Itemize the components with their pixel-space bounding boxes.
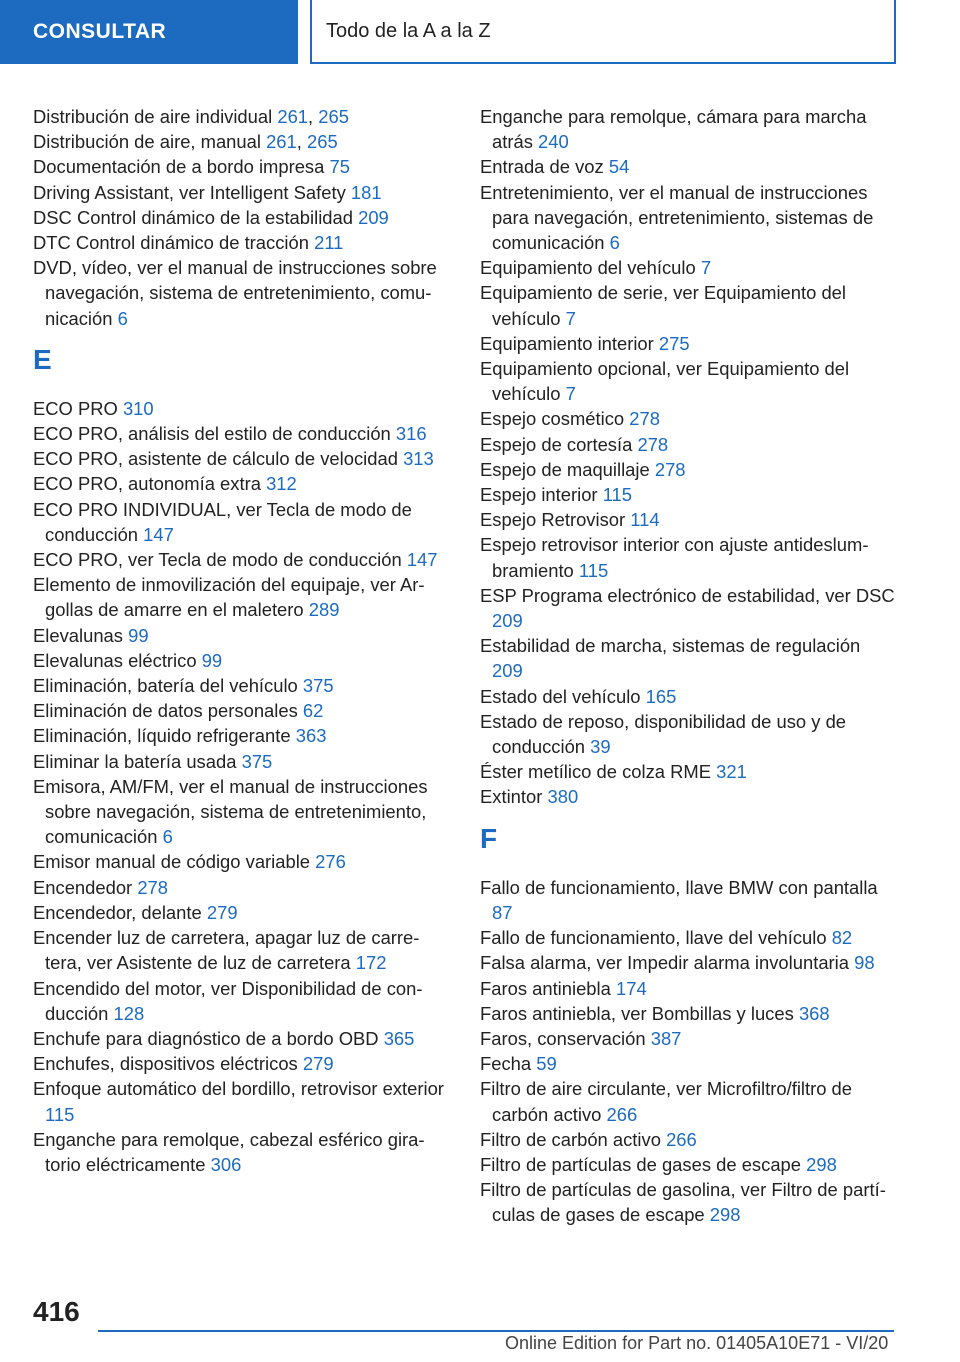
index-entry (33, 623, 449, 648)
index-entry (480, 482, 896, 507)
page-reference-link[interactable]: 75 (329, 156, 350, 178)
index-entry-text: Espejo cosmético (480, 408, 625, 430)
index-entry-text: Equipamiento del vehículo (480, 257, 696, 279)
index-entry-text: Distribución de aire individual (33, 106, 273, 127)
index-entry (33, 925, 449, 975)
page-reference-link[interactable]: 7 (565, 383, 576, 405)
page-reference-link[interactable]: 321 (716, 761, 747, 783)
page-reference-link[interactable]: 211 (314, 232, 344, 254)
index-entry-text: Filtro de partículas de gasolina, ver Filtro de partículas de gases de escape (480, 1179, 886, 1226)
index-entry (480, 1127, 896, 1152)
index-entry-text: Éster metílico de colza RME (480, 761, 711, 783)
index-entry (480, 532, 896, 582)
index-entry (480, 406, 896, 431)
page-reference-link[interactable]: 266 (606, 1103, 638, 1125)
index-entry (33, 698, 449, 723)
page-reference-link[interactable]: 209 (358, 206, 389, 228)
index-entry (480, 255, 896, 280)
page-reference-link[interactable]: 261 (266, 131, 297, 153)
page-reference-link[interactable]: 289 (308, 599, 340, 621)
page-reference-link[interactable]: 98 (854, 952, 875, 974)
index-entry-text: Entrada de voz (480, 156, 604, 178)
page-reference-link[interactable]: 209 (492, 610, 523, 632)
index-entry (33, 723, 449, 748)
index-entry (480, 925, 896, 950)
index-entry (480, 1177, 896, 1227)
page-reference-link[interactable]: 82 (831, 927, 853, 949)
index-entry-text: Distribución de aire, manual (33, 131, 261, 153)
index-entry-text: Falsa alarma, ver Impedir alarma involuntaria (480, 952, 849, 974)
index-entry (33, 547, 449, 572)
index-entry (33, 774, 449, 850)
index-entry (480, 507, 896, 532)
index-entry (480, 784, 896, 809)
index-entry-text: Estado del vehículo (480, 685, 641, 707)
index-entry-text: ECO PRO INDIVIDUAL, ver Tecla de modo de conducción (33, 498, 412, 545)
index-entry (480, 1001, 896, 1026)
page-reference-link[interactable]: 279 (302, 1053, 334, 1075)
index-entry (33, 1026, 449, 1051)
page-reference-link[interactable]: 363 (295, 725, 327, 747)
footer-divider (98, 1330, 894, 1332)
index-entry (480, 583, 896, 633)
page-reference-link[interactable]: 99 (201, 649, 223, 671)
index-entry (33, 205, 449, 230)
index-entry-text: Elevalunas (33, 624, 123, 646)
index-entry (480, 280, 896, 330)
page-reference-link[interactable]: 115 (602, 484, 633, 506)
page-reference-link[interactable]: 115 (45, 1103, 75, 1125)
index-entry-text: Equipamiento interior (480, 332, 654, 354)
index-entry-text: DSC Control dinámico de la estabilidad (33, 206, 353, 228)
index-entry-text: Filtro de aire circulante, ver Microfiltro/filtro de carbón activo (480, 1078, 853, 1125)
index-entry-text: Fallo de funcionamiento, llave BMW con pantalla (480, 876, 878, 898)
index-entry (33, 875, 449, 900)
index-entry-text: Estabilidad de marcha, sistemas de regulación (480, 635, 861, 657)
index-entry (480, 1051, 896, 1076)
page-reference-link[interactable]: 128 (113, 1002, 145, 1024)
page-reference-link[interactable]: 59 (536, 1053, 557, 1075)
index-entry (33, 471, 449, 496)
index-entry (33, 749, 449, 774)
page-reference-link[interactable]: 7 (565, 307, 576, 329)
index-entry-text: Encendedor, delante (33, 901, 202, 923)
index-entry-text: ECO PRO (33, 397, 118, 419)
index-column-left (33, 104, 449, 1177)
index-entry (480, 457, 896, 482)
index-entry (33, 154, 449, 179)
page-reference-link[interactable]: 313 (403, 448, 434, 470)
index-entry (480, 709, 896, 759)
index-entry (33, 976, 449, 1026)
page-reference-link[interactable]: 275 (658, 332, 690, 354)
index-entry (480, 633, 896, 683)
index-entry-text: Espejo retrovisor interior con ajuste antideslumbramiento (480, 534, 869, 581)
index-entry-text: ECO PRO, asistente de cálculo de velocidad (33, 448, 398, 470)
page-reference-link[interactable]: 181 (350, 181, 382, 203)
page-reference-link[interactable]: 240 (538, 131, 569, 153)
page-reference-link[interactable]: 306 (210, 1153, 242, 1175)
page-reference-link[interactable]: 165 (645, 685, 677, 707)
page-reference-link[interactable]: 365 (383, 1027, 415, 1049)
page-reference-link[interactable]: 278 (137, 876, 168, 898)
index-entry (480, 875, 896, 925)
page-reference-link[interactable]: 387 (650, 1027, 682, 1049)
index-column-right (480, 104, 896, 1228)
page-reference-link[interactable]: 261 (277, 106, 309, 127)
index-entry-text: Entretenimiento, ver el manual de instrucciones para navegación, entretenimiento, sistemas de comunicación (480, 181, 874, 254)
page-reference-link[interactable]: 310 (122, 397, 154, 419)
page-reference-link[interactable]: 298 (709, 1204, 741, 1226)
index-entry (480, 759, 896, 784)
index-entry-text: Enganche para remolque, cabezal esférico giratorio eléctricamente (33, 1128, 425, 1175)
page-reference-link[interactable]: 39 (590, 736, 611, 758)
index-entry (480, 180, 896, 256)
index-entry-text: ECO PRO, autonomía extra (33, 473, 261, 495)
index-entry (480, 154, 896, 179)
page-reference-link[interactable]: 209 (492, 660, 523, 682)
page-reference-link[interactable]: 115 (578, 559, 609, 581)
page-reference-link[interactable]: 87 (492, 901, 513, 923)
index-entry-text: Faros, conservación (480, 1027, 646, 1049)
page-reference-link[interactable]: 312 (266, 473, 297, 495)
index-entry-text: Enchufe para diagnóstico de a bordo OBD (33, 1027, 379, 1049)
page-reference-link[interactable]: 6 (609, 232, 620, 254)
index-entry (33, 673, 449, 698)
page-reference-link[interactable]: 266 (666, 1128, 697, 1150)
index-entry-text: Faros antiniebla, ver Bombillas y luces (480, 1002, 794, 1024)
chapter-title: Todo de la A a la Z (310, 0, 896, 64)
index-entry-text: Extintor (480, 786, 543, 808)
index-entry-text: Enganche para remolque, cámara para marcha atrás (480, 106, 867, 153)
index-entry-text: Elemento de inmovilización del equipaje, ver Argollas de amarre en el maletero (33, 574, 425, 621)
index-entry-text: Enfoque automático del bordillo, retrovisor exterior (33, 1078, 444, 1100)
page-number: 416 (33, 1296, 80, 1327)
index-entry-text: ESP Programa electrónico de estabilidad, ver DSC (480, 584, 895, 606)
index-entry (33, 572, 449, 622)
index-entry-text: ECO PRO, análisis del estilo de conducción (33, 423, 391, 445)
page-reference-link[interactable]: 7 (700, 257, 712, 279)
page-reference-link[interactable]: 279 (206, 901, 238, 923)
page-reference-link[interactable]: 368 (798, 1002, 830, 1024)
index-entry-text: ECO PRO, ver Tecla de modo de conducción (33, 549, 402, 571)
page-reference-link[interactable]: 276 (315, 851, 346, 873)
page-reference-link[interactable]: 62 (302, 700, 324, 722)
page-reference-link[interactable]: 375 (241, 750, 273, 772)
page-reference-link[interactable]: 54 (608, 156, 630, 178)
index-entry-text: Emisora, AM/FM, ver el manual de instrucciones sobre navegación, sistema de entretenimiento, comunicación (33, 775, 428, 848)
index-letter-heading: E (33, 343, 52, 375)
index-entry-text: Faros antiniebla (480, 977, 611, 999)
page-reference-link[interactable]: 114 (630, 509, 660, 531)
page-reference-link[interactable]: 375 (302, 675, 334, 697)
index-entry-text: Filtro de carbón activo (480, 1128, 661, 1150)
page-reference-link[interactable]: 265 (307, 131, 338, 153)
index-entry (33, 1051, 449, 1076)
index-entry (480, 104, 896, 154)
index-entry (33, 255, 449, 331)
index-entry (33, 180, 449, 205)
page-header (0, 0, 960, 66)
page-reference-link[interactable]: 278 (654, 458, 686, 480)
page-reference-link[interactable]: 99 (128, 624, 149, 646)
page-reference-link[interactable]: 298 (806, 1153, 837, 1175)
index-entry-text: Encendedor (33, 876, 133, 898)
index-entry-text: Emisor manual de código variable (33, 851, 311, 873)
index-entry-text: Equipamiento opcional, ver Equipamiento del vehículo (480, 358, 850, 405)
index-entry (33, 1127, 449, 1177)
index-entry (480, 1152, 896, 1177)
index-entry-text: Espejo Retrovisor (480, 509, 626, 531)
page-reference-link[interactable]: 380 (547, 786, 579, 808)
index-entry-text: Fecha (480, 1053, 532, 1075)
page-reference-link[interactable]: 6 (162, 826, 173, 848)
index-entry (480, 976, 896, 1001)
index-letter-heading: F (480, 822, 498, 854)
index-entry-text: Espejo interior (480, 484, 598, 506)
index-entry-text: Eliminación, líquido refrigerante (33, 725, 291, 747)
page-reference-link[interactable]: 265 (318, 106, 349, 127)
index-entry-text: Estado de reposo, disponibilidad de uso y de conducción (480, 710, 847, 758)
index-entry (33, 648, 449, 673)
index-entry (33, 230, 449, 255)
index-entry-text: DTC Control dinámico de tracción (33, 232, 309, 254)
page-reference-link[interactable]: 174 (615, 977, 647, 999)
index-entry-text: DVD, vídeo, ver el manual de instrucciones sobre navegación, sistema de entretenimiento, comunicación (33, 257, 437, 329)
index-entry (480, 684, 896, 709)
index-entry (33, 396, 449, 421)
page-reference-link[interactable]: 278 (629, 408, 660, 430)
index-entry (480, 1026, 896, 1051)
index-entry-text: Filtro de partículas de gases de escape (480, 1153, 802, 1175)
index-entry-text: Espejo de maquillaje (480, 458, 650, 480)
page-reference-link[interactable]: 278 (637, 433, 669, 455)
index-entry (480, 1076, 896, 1126)
page-reference-link[interactable]: 6 (117, 307, 128, 329)
index-entry-text: Fallo de funcionamiento, llave del vehículo (480, 927, 827, 949)
index-entry (480, 356, 896, 406)
page-reference-link[interactable]: 172 (355, 952, 387, 974)
index-entry-text: Elevalunas eléctrico (33, 649, 197, 671)
index-entry: Distribución de aire individual 261, 265 (33, 106, 349, 127)
page-reference-link[interactable]: 147 (143, 523, 174, 545)
index-entry-text: Eliminación de datos personales (33, 700, 298, 722)
index-entry (33, 497, 449, 547)
index-entry (33, 900, 449, 925)
index-entry-text: Enchufes, dispositivos eléctricos (33, 1053, 298, 1075)
index-entry (33, 1076, 449, 1126)
index-entry-text: Driving Assistant, ver Intelligent Safety (33, 181, 346, 203)
index-entry (480, 950, 896, 975)
section-tab: CONSULTAR (0, 0, 298, 64)
edition-note: Online Edition for Part no. 01405A10E71 - VI/20 (505, 1333, 889, 1353)
index-entry (33, 849, 449, 874)
index-entry-text: Documentación de a bordo impresa (33, 156, 325, 178)
index-entry (33, 421, 449, 446)
index-entry: Distribución de aire, manual 261, 265 (33, 131, 338, 153)
page-reference-link[interactable]: 147 (406, 549, 438, 571)
index-entry-text: Encender luz de carretera, apagar luz de carretera, ver Asistente de luz de carretera (33, 927, 420, 974)
index-entry (480, 331, 896, 356)
index-entry-text: Encendido del motor, ver Disponibilidad de conducción (33, 977, 423, 1024)
page-reference-link[interactable]: 316 (395, 423, 427, 445)
index-entry-text: Espejo de cortesía (480, 433, 633, 455)
index-entry (480, 432, 896, 457)
index-entry-text: Eliminar la batería usada (33, 750, 237, 772)
index-entry-text: Equipamiento de serie, ver Equipamiento del vehículo (480, 282, 846, 329)
index-entry-text: Eliminación, batería del vehículo (33, 675, 298, 697)
index-entry (33, 446, 449, 471)
